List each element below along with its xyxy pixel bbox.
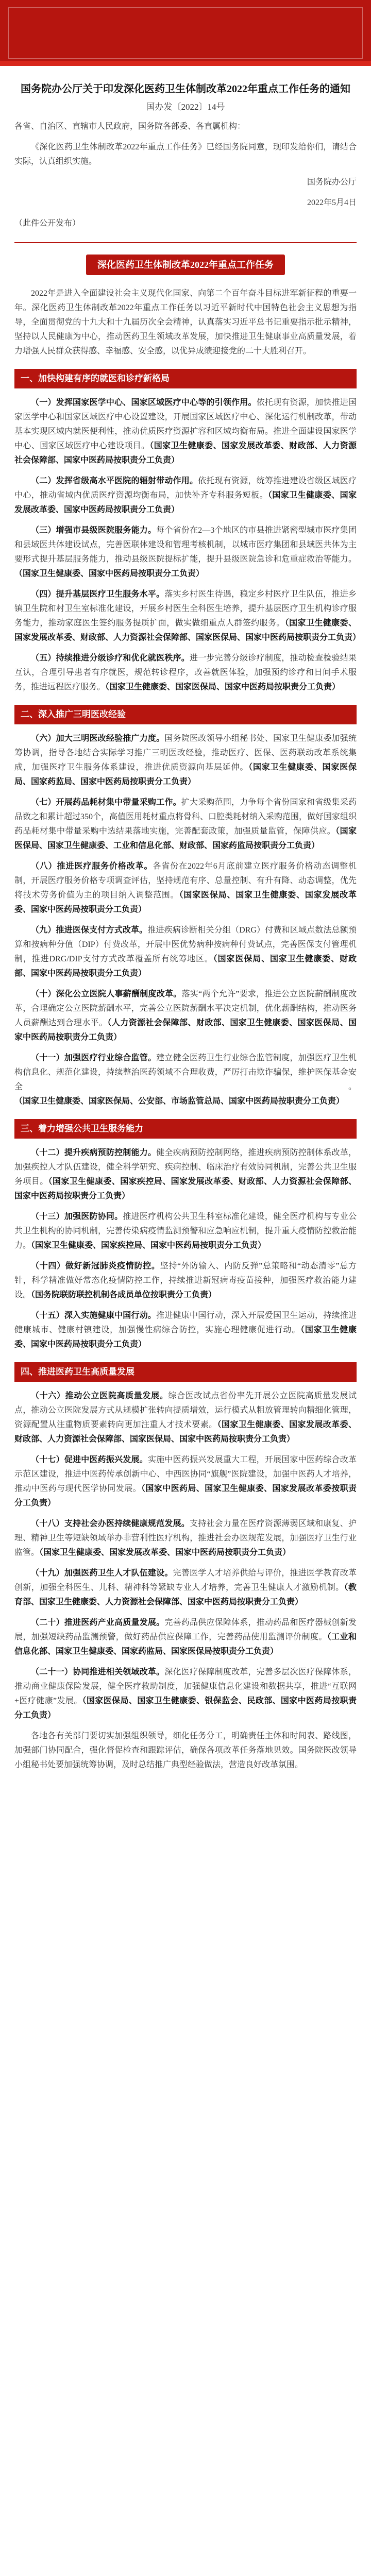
task-item-departments: （国家卫生健康委、国家发展改革委、国家中医药局按职责分工负责）: [39, 1548, 291, 1557]
task-item: [14, 523, 357, 581]
task-item-lead: （七）开展药品耗材集中带量采购工作。: [31, 798, 181, 807]
task-item: [14, 795, 357, 853]
task-item-departments: （国家卫生健康委、国家医保局、国家中医药局按职责分工负责）: [105, 683, 341, 691]
task-item-departments: （人力资源社会保障部、财政部、国家卫生健康委、国家医保局、国家中医药局按职责分工负责）: [14, 1019, 357, 1042]
notice-body: 《深化医药卫生体制改革2022年重点工作任务》已经国务院同意，现印发给你们，请结合实际，认真组织实施。: [14, 143, 357, 166]
task-item-text: 建立健全医药卫生行业综合监管制度，加强医疗卫生机构信息化、规范化建设，持续整治医药领域不合理收费，严厉打击欺诈骗保，维护医保基金安全。: [14, 1054, 357, 1091]
section-heading: 四、推进医药卫生高质量发展: [14, 1362, 357, 1382]
task-item-text: 深化医疗保障制度改革，完善多层次医疗保障体系，推动商业健康保险发展，健全医疗救助制度，加强健康信息化建设和数据共享，推进“互联网+医疗健康”发展。: [14, 1668, 357, 1705]
task-item: [14, 1210, 357, 1253]
document-content: [0, 120, 371, 1772]
task-item: [14, 923, 357, 981]
task-item-departments: （国家卫生健康委、国家医保局、公安部、市场监管总局、国家中医药局按职责分工负责）: [14, 1097, 345, 1106]
task-item-lead: （十四）做好新冠肺炎疫情防控。: [31, 1262, 160, 1270]
task-item: [14, 474, 357, 517]
addressee: 各省、自治区、直辖市人民政府，国务院各部委、各直属机构：: [14, 122, 246, 131]
section-divider: [14, 242, 357, 243]
task-item-lead: （二十一）协同推进相关领域改革。: [31, 1668, 165, 1676]
task-item: [14, 1309, 357, 1352]
task-item-text: 坚持“外防输入、内防反弹”总策略和“动态清零”总方针，科学精准做好常态化疫情防控工作，持续推进新冠病毒疫苗接种，加强医疗救治能力建设。: [14, 1262, 357, 1299]
task-item-departments: （国家卫生健康委、国家发展改革委、财政部、人力资源社会保障部、国家医保局、国家中医药局按职责分工负责）: [14, 619, 361, 642]
task-item: [14, 732, 357, 789]
task-item: [14, 1259, 357, 1302]
task-item-text: 进一步完善分级诊疗制度，推动检查检验结果互认，合理引导患者有序就医，规范转诊程序，改善就医体验，加强预约诊疗和日间手术服务，推进远程医疗服务。: [14, 654, 357, 691]
task-item-text: 实施中医药振兴发展重大工程，开展国家中医药综合改革示范区建设，推进中医药传承创新中心、中西医协同“旗舰”医院建设，加强中医药人才培养，推动中医药与现代医学协同发展。: [14, 1455, 357, 1493]
task-item: [14, 1616, 357, 1659]
task-item: [14, 859, 357, 917]
task-item-lead: （十五）深入实施健康中国行动。: [31, 1311, 157, 1320]
task-item-departments: （国务院联防联控机制各成员单位按职责分工负责）: [31, 1291, 217, 1299]
section-heading: 三、着力增强公共卫生服务能力: [14, 1119, 357, 1139]
task-item-text: 落实乡村医生待遇，稳定乡村医疗卫生队伍，推进乡镇卫生院和村卫生室标准化建设，开展乡村医生全科医生培养，提升基层医疗卫生机构诊疗服务能力，推动家庭医生签约服务提质扩面，做实做细重点人群签约服务。: [14, 590, 357, 628]
header-banner: [0, 0, 371, 66]
task-item-lead: （十）深化公立医院人事薪酬制度改革。: [31, 990, 182, 998]
task-item-departments: （国家医保局、国家卫生健康委、工业和信息化部、财政部、国家药监局按职责分工负责）: [14, 827, 357, 850]
sections-container: [14, 369, 361, 1723]
task-item-lead: （一）发挥国家医学中心、国家区域医疗中心等的引领作用。: [31, 398, 257, 407]
task-item: [14, 587, 361, 645]
task-title-bar: [14, 255, 357, 275]
task-item-departments: （国家卫生健康委、国家中医药局按职责分工负责）: [14, 569, 205, 578]
task-item-lead: （十二）提升疾病预防控制能力。: [31, 1148, 157, 1157]
task-item-departments: （教育部、国家卫生健康委、人力资源社会保障部、国家中医药局按职责分工负责）: [14, 1583, 357, 1606]
task-item: [14, 1517, 357, 1560]
task-item-lead: （六）加大三明医改经验推广力度。: [31, 734, 165, 743]
task-item-departments: （国家卫生健康委、国家疾控局、国家中医药局按职责分工负责）: [31, 1241, 266, 1250]
closing-paragraph: 各地各有关部门要切实加强组织领导，细化任务分工，明确责任主体和时间表、路线图，加强部门协同配合，强化督促检查和跟踪评估，确保各项改革任务落地见效。国务院医改领导小组秘书处要加强统筹协调，及时总结推广典型经验做法，营造良好改革氛围。: [14, 1732, 357, 1769]
task-item-lead: （二）发挥省级高水平医院的辐射带动作用。: [31, 477, 198, 485]
task-item-lead: （二十）推进医药产业高质量发展。: [31, 1618, 165, 1627]
task-item: [14, 1389, 357, 1447]
task-item-text: 推进医疗机构公共卫生科室标准化建设，健全医疗机构与专业公共卫生机构的协同机制，完善传染病疫情监测预警和应急响应机制，提升重大疫情防控救治能力。: [14, 1212, 357, 1250]
task-item-lead: （十三）加强医防协同。: [31, 1212, 123, 1221]
task-item-text: 推进健康中国行动，深入开展爱国卫生运动，持续推进健康城市、健康村镇建设，加强慢性病综合防控，实施心理健康促进行动。: [14, 1311, 357, 1334]
task-item-departments: （国家医保局、国家卫生健康委、财政部、国家中医药局按职责分工负责）: [14, 955, 357, 978]
issue-date: 2022年5月4日: [307, 198, 357, 207]
task-item-text: 综合医改试点省份率先开展公立医院高质量发展试点，推动公立医院发展方式从规模扩张转向提质增效，运行模式从粗放管理转向精细化管理，资源配置从注重物质要素转向更加注重人才技术要素。: [14, 1392, 357, 1429]
task-item: [14, 1665, 357, 1723]
task-item-lead: （十一）加强医疗行业综合监管。: [31, 1054, 157, 1062]
task-item: [14, 987, 357, 1045]
task-item: [14, 1453, 357, 1511]
task-item-lead: （四）提升基层医疗卫生服务水平。: [31, 590, 165, 599]
task-item-lead: （八）推进医疗服务价格改革。: [31, 862, 153, 871]
task-item-text: 落实“两个允许”要求，推进公立医院薪酬制度改革，合理确定公立医院薪酬水平，完善公立医院薪酬水平决定机制，优化薪酬结构，推动医务人员薪酬达到合理水平。: [14, 990, 357, 1027]
task-intro: 2022年是进入全面建设社会主义现代化国家、向第二个百年奋斗目标进军新征程的重要一年。深化医药卫生体制改革2022年重点工作任务以习近平新时代中国特色社会主义思想为指导，全面贯彻党的十九大和十九届历次全会精神，认真落实习近平总书记重要指示批示精神，坚持以人民健康为中心，推动医药卫生领域改革发展，加快推进卫生健康事业高质量发展，着力增强人民群众获得感、幸福感、安全感，以优异成绩迎接党的二十大胜利召开。: [14, 289, 357, 355]
task-item: [14, 651, 357, 694]
task-item-departments: （国家卫生健康委、国家发展改革委、国家中医药局按职责分工负责）: [14, 491, 357, 514]
task-item-departments: （国家卫生健康委、国家医保局、国家药监局、国家中医药局按职责分工负责）: [14, 763, 357, 786]
task-item-departments: （工业和信息化部、国家卫生健康委、国家药监局、国家医保局按职责分工负责）: [14, 1633, 357, 1656]
document-header: [0, 66, 371, 120]
banner-decoration: [0, 61, 371, 66]
task-item: [14, 396, 357, 468]
task-item-text: 完善医学人才培养供给与评价，推进医学教育改革创新，加强全科医生、儿科、精神科等紧缺专业人才培养，完善卫生健康人才激励机制。: [14, 1569, 357, 1592]
task-item-lead: （十七）促进中医药振兴发展。: [31, 1455, 148, 1464]
task-item-departments: （国家卫生健康委、国家发展改革委、财政部、人力资源社会保障部、国家中医药局按职责分工负责）: [14, 442, 357, 465]
section-heading: 二、深入推广三明医改经验: [14, 705, 357, 724]
task-item-text: 依托现有资源，统筹推进建设省级区域医疗中心，推动省域内优质医疗资源均衡布局，加快补齐专科服务短板。: [14, 477, 357, 500]
task-item-departments: （国家卫生健康委、国家中医药局按职责分工负责）: [14, 1326, 357, 1349]
task-item-text: 支持社会力量在医疗资源薄弱区域和康复、护理、精神卫生等短缺领域举办非营利性医疗机构，推进社会办医规范发展，加强医疗卫生行业监管。: [14, 1519, 357, 1557]
task-item-text: 扩大采购范围，力争每个省份国家和省级集采药品数之和累计超过350个，高值医用耗材重点将骨科、口腔类耗材纳入采购范围，做好国家组织药品耗材集中带量采购中选结果落地实施，完善配套政策，加强质量监管，保障供应。: [14, 798, 357, 836]
task-item-departments: （国家医保局、国家卫生健康委、国家发展改革委、国家中医药局按职责分工负责）: [14, 891, 357, 914]
task-item-lead: （十九）加强医药卫生人才队伍建设。: [31, 1569, 173, 1578]
section-heading: 一、加快构建有序的就医和诊疗新格局: [14, 369, 357, 388]
publish-note: （此件公开发布）: [14, 219, 81, 228]
task-item-lead: （九）推进医保支付方式改革。: [31, 926, 148, 935]
task-item-departments: （国家医保局、国家卫生健康委、银保监会、民政部、国家中医药局按职责分工负责）: [14, 1697, 357, 1720]
document-number: 国办发〔2022〕14号: [146, 102, 225, 112]
task-item-text: 每个省份在2—3个地区的市县推进紧密型城市医疗集团和县域医共体建设试点，完善医联体建设和管理考核机制，以城市医疗集团和县域医共体为主要形式提升基层服务能力，推动县级医院提标扩能，提升县级医院急诊和危重症救治等能力。: [14, 526, 357, 564]
task-item: [14, 1051, 357, 1109]
task-item-lead: （三）增强市县级医院服务能力。: [31, 526, 157, 535]
task-item-text: 健全疾病预防控制网络，推进疾病预防控制体系改革，加强疾控人才队伍建设，健全科学研究、疾病控制、临床治疗有效协同机制，完善公共卫生服务项目。: [14, 1148, 357, 1186]
task-item-text: 各省份在2022年6月底前建立医疗服务价格动态调整机制，开展医疗服务价格专项调查评估，坚持规范有序、总量控制、有升有降、动态调整，优先将技术劳务价值为主的项目纳入调整范围。: [14, 862, 357, 900]
task-item-text: 国务院医改领导小组秘书处、国家卫生健康委加强统筹协调，指导各地结合实际学习推广三明医改经验，推动医疗、医保、医药联动改革系统集成，加强医疗卫生服务体系建设，推进优质资源向基层延伸。: [14, 734, 357, 772]
task-item-text: 推进疾病诊断相关分组（DRG）付费和区域点数法总额预算和按病种分值（DIP）付费改革，开展中医优势病种按病种付费试点，完善医保支付管理机制，推进DRG/DIP支付方式改革覆盖所有统筹地区。: [14, 926, 357, 963]
document-title: 国务院办公厅关于印发深化医药卫生体制改革2022年重点工作任务的通知: [21, 83, 350, 95]
task-item-departments: （国家卫生健康委、国家疾控局、国家发展改革委、财政部、人力资源社会保障部、国家中医药局按职责分工负责）: [14, 1177, 357, 1200]
task-item-departments: （国家中医药局、国家卫生健康委、国家发展改革委按职责分工负责）: [14, 1484, 357, 1507]
task-item: [14, 1146, 357, 1204]
signer: 国务院办公厅: [307, 178, 357, 187]
task-item-lead: （五）持续推进分级诊疗和优化就医秩序。: [31, 654, 190, 663]
task-title: 深化医药卫生体制改革2022年重点工作任务: [86, 255, 285, 275]
task-item-departments: （国家卫生健康委、国家发展改革委、财政部、人力资源社会保障部、国家医保局、国家中医药局按职责分工负责）: [14, 1420, 357, 1444]
task-item-lead: （十六）推动公立医院高质量发展。: [31, 1392, 168, 1400]
task-item: [14, 1566, 357, 1609]
banner-frame: [8, 7, 363, 59]
task-item-text: 完善药品供应保障体系，推动药品和医疗器械创新发展，加强短缺药品监测预警，做好药品供应保障工作，完善药品使用监测评价制度。: [14, 1618, 357, 1641]
task-item-text: 依托现有资源，加快推进国家医学中心和国家区域医疗中心设置建设，开展国家区域医疗中心、深化运行机制改革，带动基本实现区域内就医便利性，推动优质医疗资源扩容和区域均衡布局。推进全面建设国家医学中心、国家区域医疗中心建设项目。: [14, 398, 357, 450]
task-item-lead: （十八）支持社会办医持续健康规范发展。: [31, 1519, 190, 1528]
